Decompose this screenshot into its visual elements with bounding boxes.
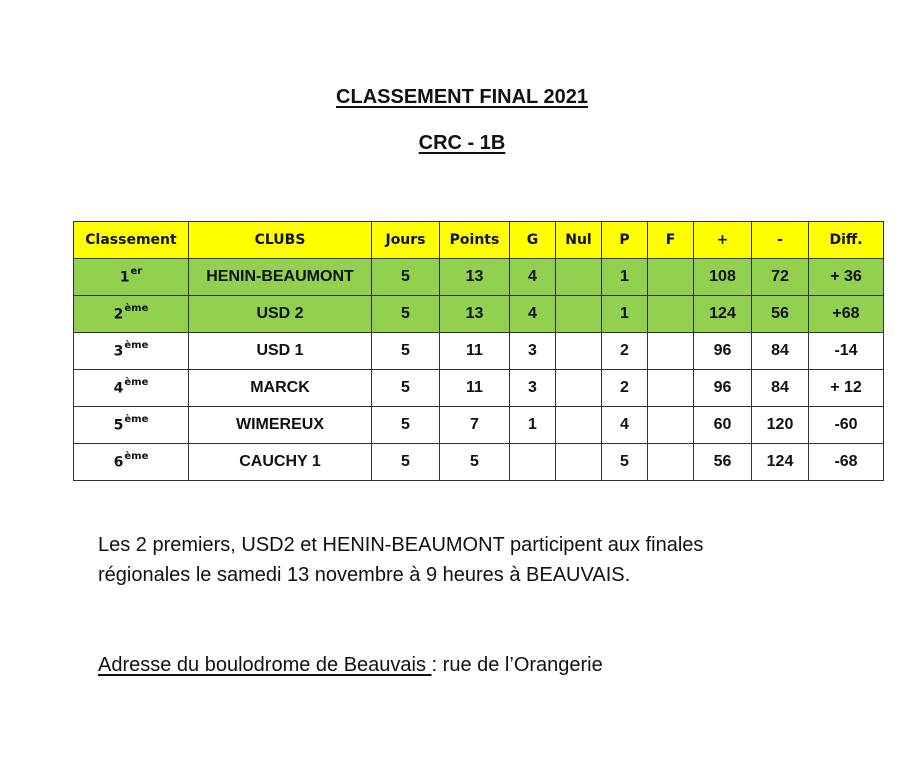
qualification-paragraph — [98, 530, 858, 590]
nul-cell — [556, 259, 602, 296]
nul-cell — [556, 296, 602, 333]
address-value: : rue de l’Orangerie — [431, 654, 603, 676]
table-row — [74, 370, 884, 407]
rank-number: 3 — [113, 343, 124, 360]
page-subtitle — [0, 132, 924, 155]
table-header-row — [74, 222, 884, 259]
p-cell: 2 — [602, 370, 648, 407]
jours-cell: 5 — [372, 296, 440, 333]
qualification-line-2: régionales le samedi 13 novembre à 9 heures à BEAUVAIS. — [98, 564, 631, 586]
plus-cell: 124 — [694, 296, 752, 333]
qualification-line-1: Les 2 premiers, USD2 et HENIN-BEAUMONT participent aux finales — [98, 534, 704, 556]
minus-cell: 84 — [752, 370, 809, 407]
rank-suffix: ème — [124, 303, 149, 315]
table-row — [74, 259, 884, 296]
header-plus: + — [694, 222, 752, 259]
minus-cell: 84 — [752, 333, 809, 370]
f-cell — [648, 296, 694, 333]
nul-cell — [556, 407, 602, 444]
minus-cell: 56 — [752, 296, 809, 333]
header-minus: - — [752, 222, 809, 259]
plus-cell: 96 — [694, 333, 752, 370]
nul-cell — [556, 370, 602, 407]
address-paragraph — [98, 650, 858, 680]
header-nul: Nul — [556, 222, 602, 259]
table-row — [74, 444, 884, 481]
rank-number: 4 — [113, 380, 124, 397]
g-cell: 1 — [510, 407, 556, 444]
header-p: P — [602, 222, 648, 259]
club-cell: HENIN-BEAUMONT — [189, 259, 372, 296]
plus-cell: 96 — [694, 370, 752, 407]
page-title — [0, 86, 924, 109]
points-cell: 7 — [440, 407, 510, 444]
rank-suffix: ème — [124, 377, 149, 389]
header-jours: Jours — [372, 222, 440, 259]
rank-number: 2 — [113, 306, 124, 323]
jours-cell: 5 — [372, 407, 440, 444]
rank-cell — [74, 444, 189, 481]
rank-suffix: ème — [124, 414, 149, 426]
rank-suffix: ème — [124, 340, 149, 352]
g-cell — [510, 444, 556, 481]
rank-suffix: er — [130, 266, 143, 278]
nul-cell — [556, 333, 602, 370]
table-row — [74, 296, 884, 333]
header-diff: Diff. — [809, 222, 884, 259]
diff-cell: + 12 — [809, 370, 884, 407]
page-subtitle-text: CRC - 1B — [418, 132, 506, 154]
g-cell: 3 — [510, 333, 556, 370]
club-cell: USD 1 — [189, 333, 372, 370]
plus-cell: 56 — [694, 444, 752, 481]
diff-cell: +68 — [809, 296, 884, 333]
header-clubs: CLUBS — [189, 222, 372, 259]
table-row — [74, 407, 884, 444]
jours-cell: 5 — [372, 259, 440, 296]
page-title-text: CLASSEMENT FINAL 2021 — [336, 86, 588, 108]
header-points: Points — [440, 222, 510, 259]
nul-cell — [556, 444, 602, 481]
jours-cell: 5 — [372, 444, 440, 481]
points-cell: 5 — [440, 444, 510, 481]
plus-cell: 108 — [694, 259, 752, 296]
rank-number: 6 — [113, 454, 124, 471]
points-cell: 11 — [440, 333, 510, 370]
p-cell: 2 — [602, 333, 648, 370]
header-g: G — [510, 222, 556, 259]
p-cell: 5 — [602, 444, 648, 481]
address-label: Adresse du boulodrome de Beauvais — [98, 654, 432, 676]
p-cell: 1 — [602, 259, 648, 296]
club-cell: WIMEREUX — [189, 407, 372, 444]
rank-number: 1 — [119, 269, 130, 286]
points-cell: 13 — [440, 296, 510, 333]
p-cell: 1 — [602, 296, 648, 333]
diff-cell: -14 — [809, 333, 884, 370]
p-cell: 4 — [602, 407, 648, 444]
standings-table — [73, 221, 884, 481]
f-cell — [648, 259, 694, 296]
f-cell — [648, 333, 694, 370]
g-cell: 3 — [510, 370, 556, 407]
rank-cell — [74, 407, 189, 444]
rank-number: 5 — [113, 417, 124, 434]
f-cell — [648, 407, 694, 444]
minus-cell: 124 — [752, 444, 809, 481]
rank-cell — [74, 370, 189, 407]
minus-cell: 120 — [752, 407, 809, 444]
jours-cell: 5 — [372, 370, 440, 407]
minus-cell: 72 — [752, 259, 809, 296]
g-cell: 4 — [510, 296, 556, 333]
club-cell: MARCK — [189, 370, 372, 407]
diff-cell: -68 — [809, 444, 884, 481]
f-cell — [648, 370, 694, 407]
table-row — [74, 333, 884, 370]
points-cell: 13 — [440, 259, 510, 296]
diff-cell: + 36 — [809, 259, 884, 296]
header-f: F — [648, 222, 694, 259]
club-cell: CAUCHY 1 — [189, 444, 372, 481]
header-classement: Classement — [74, 222, 189, 259]
rank-suffix: ème — [124, 451, 149, 463]
rank-cell — [74, 333, 189, 370]
g-cell: 4 — [510, 259, 556, 296]
jours-cell: 5 — [372, 333, 440, 370]
rank-cell — [74, 259, 189, 296]
rank-cell — [74, 296, 189, 333]
plus-cell: 60 — [694, 407, 752, 444]
club-cell: USD 2 — [189, 296, 372, 333]
f-cell — [648, 444, 694, 481]
points-cell: 11 — [440, 370, 510, 407]
diff-cell: -60 — [809, 407, 884, 444]
